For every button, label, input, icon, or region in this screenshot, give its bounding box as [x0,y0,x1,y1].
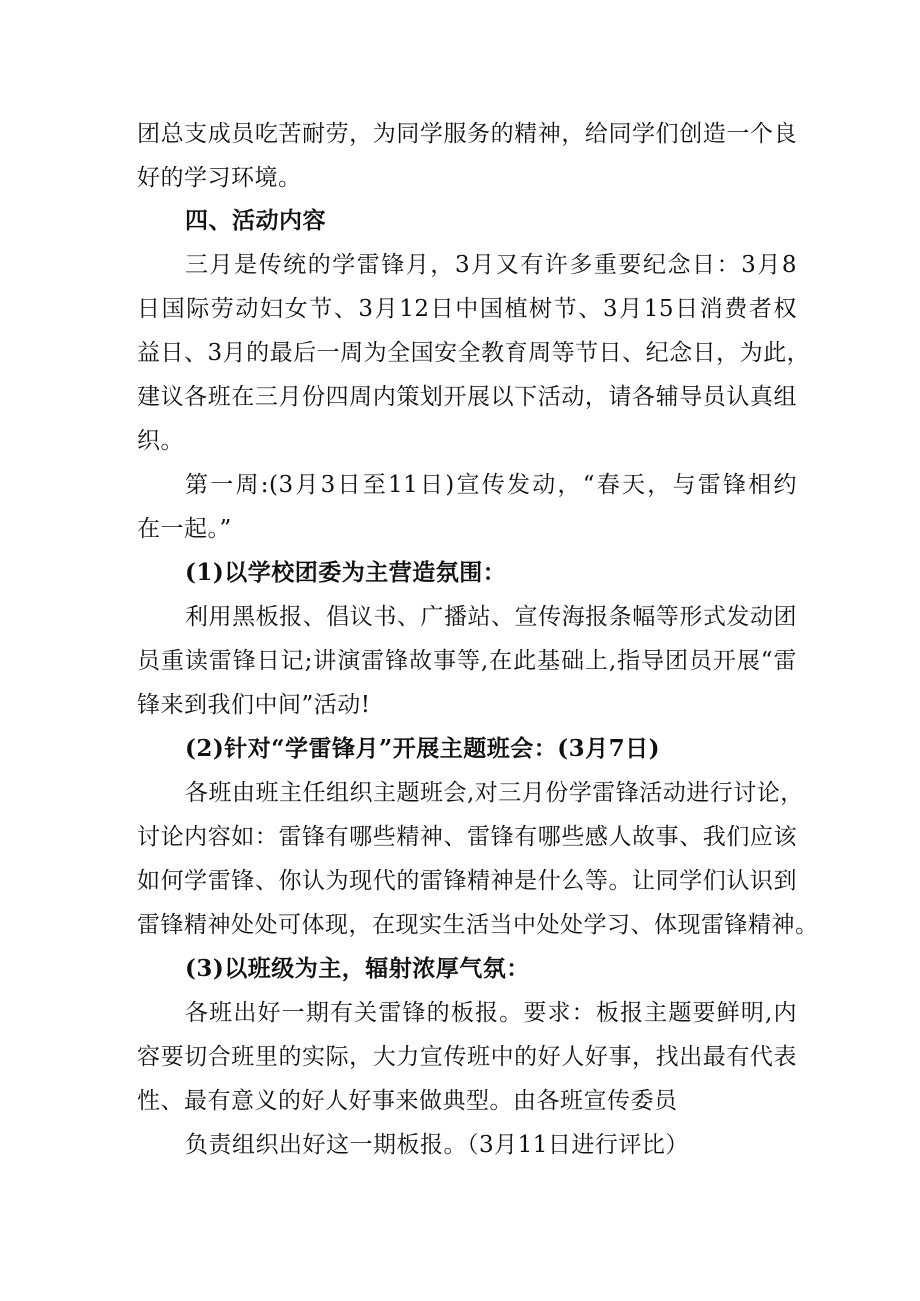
paragraph-line: 建议各班在三月份四周内策划开展以下活动，请各辅导员认真组 [137,384,797,410]
subheading: (2)针对“学雷锋月”开展主题班会：(3月7日) [185,735,660,762]
paragraph-line: 日国际劳动妇女节、3月12日中国植树节、3月15日消费者权 [137,296,797,322]
paragraph-line: 如何学雷锋、你认为现代的雷锋精神是什么等。让同学们认识到 [137,868,797,894]
paragraph-line: 三月是传统的学雷锋月，3月又有许多重要纪念日：3月8 [185,252,797,278]
paragraph-line: 雷锋精神处处可体现，在现实生活当中处处学习、体现雷锋精神。 [137,912,819,938]
subheading: (1)以学校团委为主营造氛围： [185,559,507,586]
paragraph-line: 团总支成员吃苦耐劳，为同学服务的精神，给同学们创造一个良 [137,121,797,147]
section-heading: 四、活动内容 [185,207,326,234]
paragraph-line: 各班由班主任组织主题班会,对三月份学雷锋活动进行讨论， [185,780,804,806]
paragraph-line: 负责组织出好这一期板报。（3月11日进行评比） [185,1132,689,1158]
paragraph-line: 讨论内容如：雷锋有哪些精神、雷锋有哪些感人故事、我们应该 [137,824,797,850]
paragraph-line: 各班出好一期有关雷锋的板报。要求：板报主题要鲜明,内 [185,1000,797,1026]
paragraph-line: 益日、3月的最后一周为全国安全教育周等节日、纪念日，为此， [137,340,811,366]
paragraph-line: 员重读雷锋日记;讲演雷锋故事等,在此基础上,指导团员开展“雷 [137,648,797,674]
subheading: (3)以班级为主，辐射浓厚气氛： [185,955,530,982]
paragraph-line: 第一周:(3月3日至11日)宣传发动，“春天，与雷锋相约 [185,472,797,498]
paragraph-line: 利用黑板报、倡议书、广播站、宣传海报条幅等形式发动团 [185,604,797,630]
paragraph-line: 性、最有意义的好人好事来做典型。由各班宣传委员 [137,1088,678,1114]
paragraph-line: 锋来到我们中间”活动! [137,692,371,718]
paragraph-line: 好的学习环境。 [137,165,302,191]
paragraph-line: 容要切合班里的实际，大力宣传班中的好人好事，找出最有代表 [137,1044,797,1070]
paragraph-line: 在一起。” [137,516,232,542]
paragraph-line: 织。 [137,428,184,454]
